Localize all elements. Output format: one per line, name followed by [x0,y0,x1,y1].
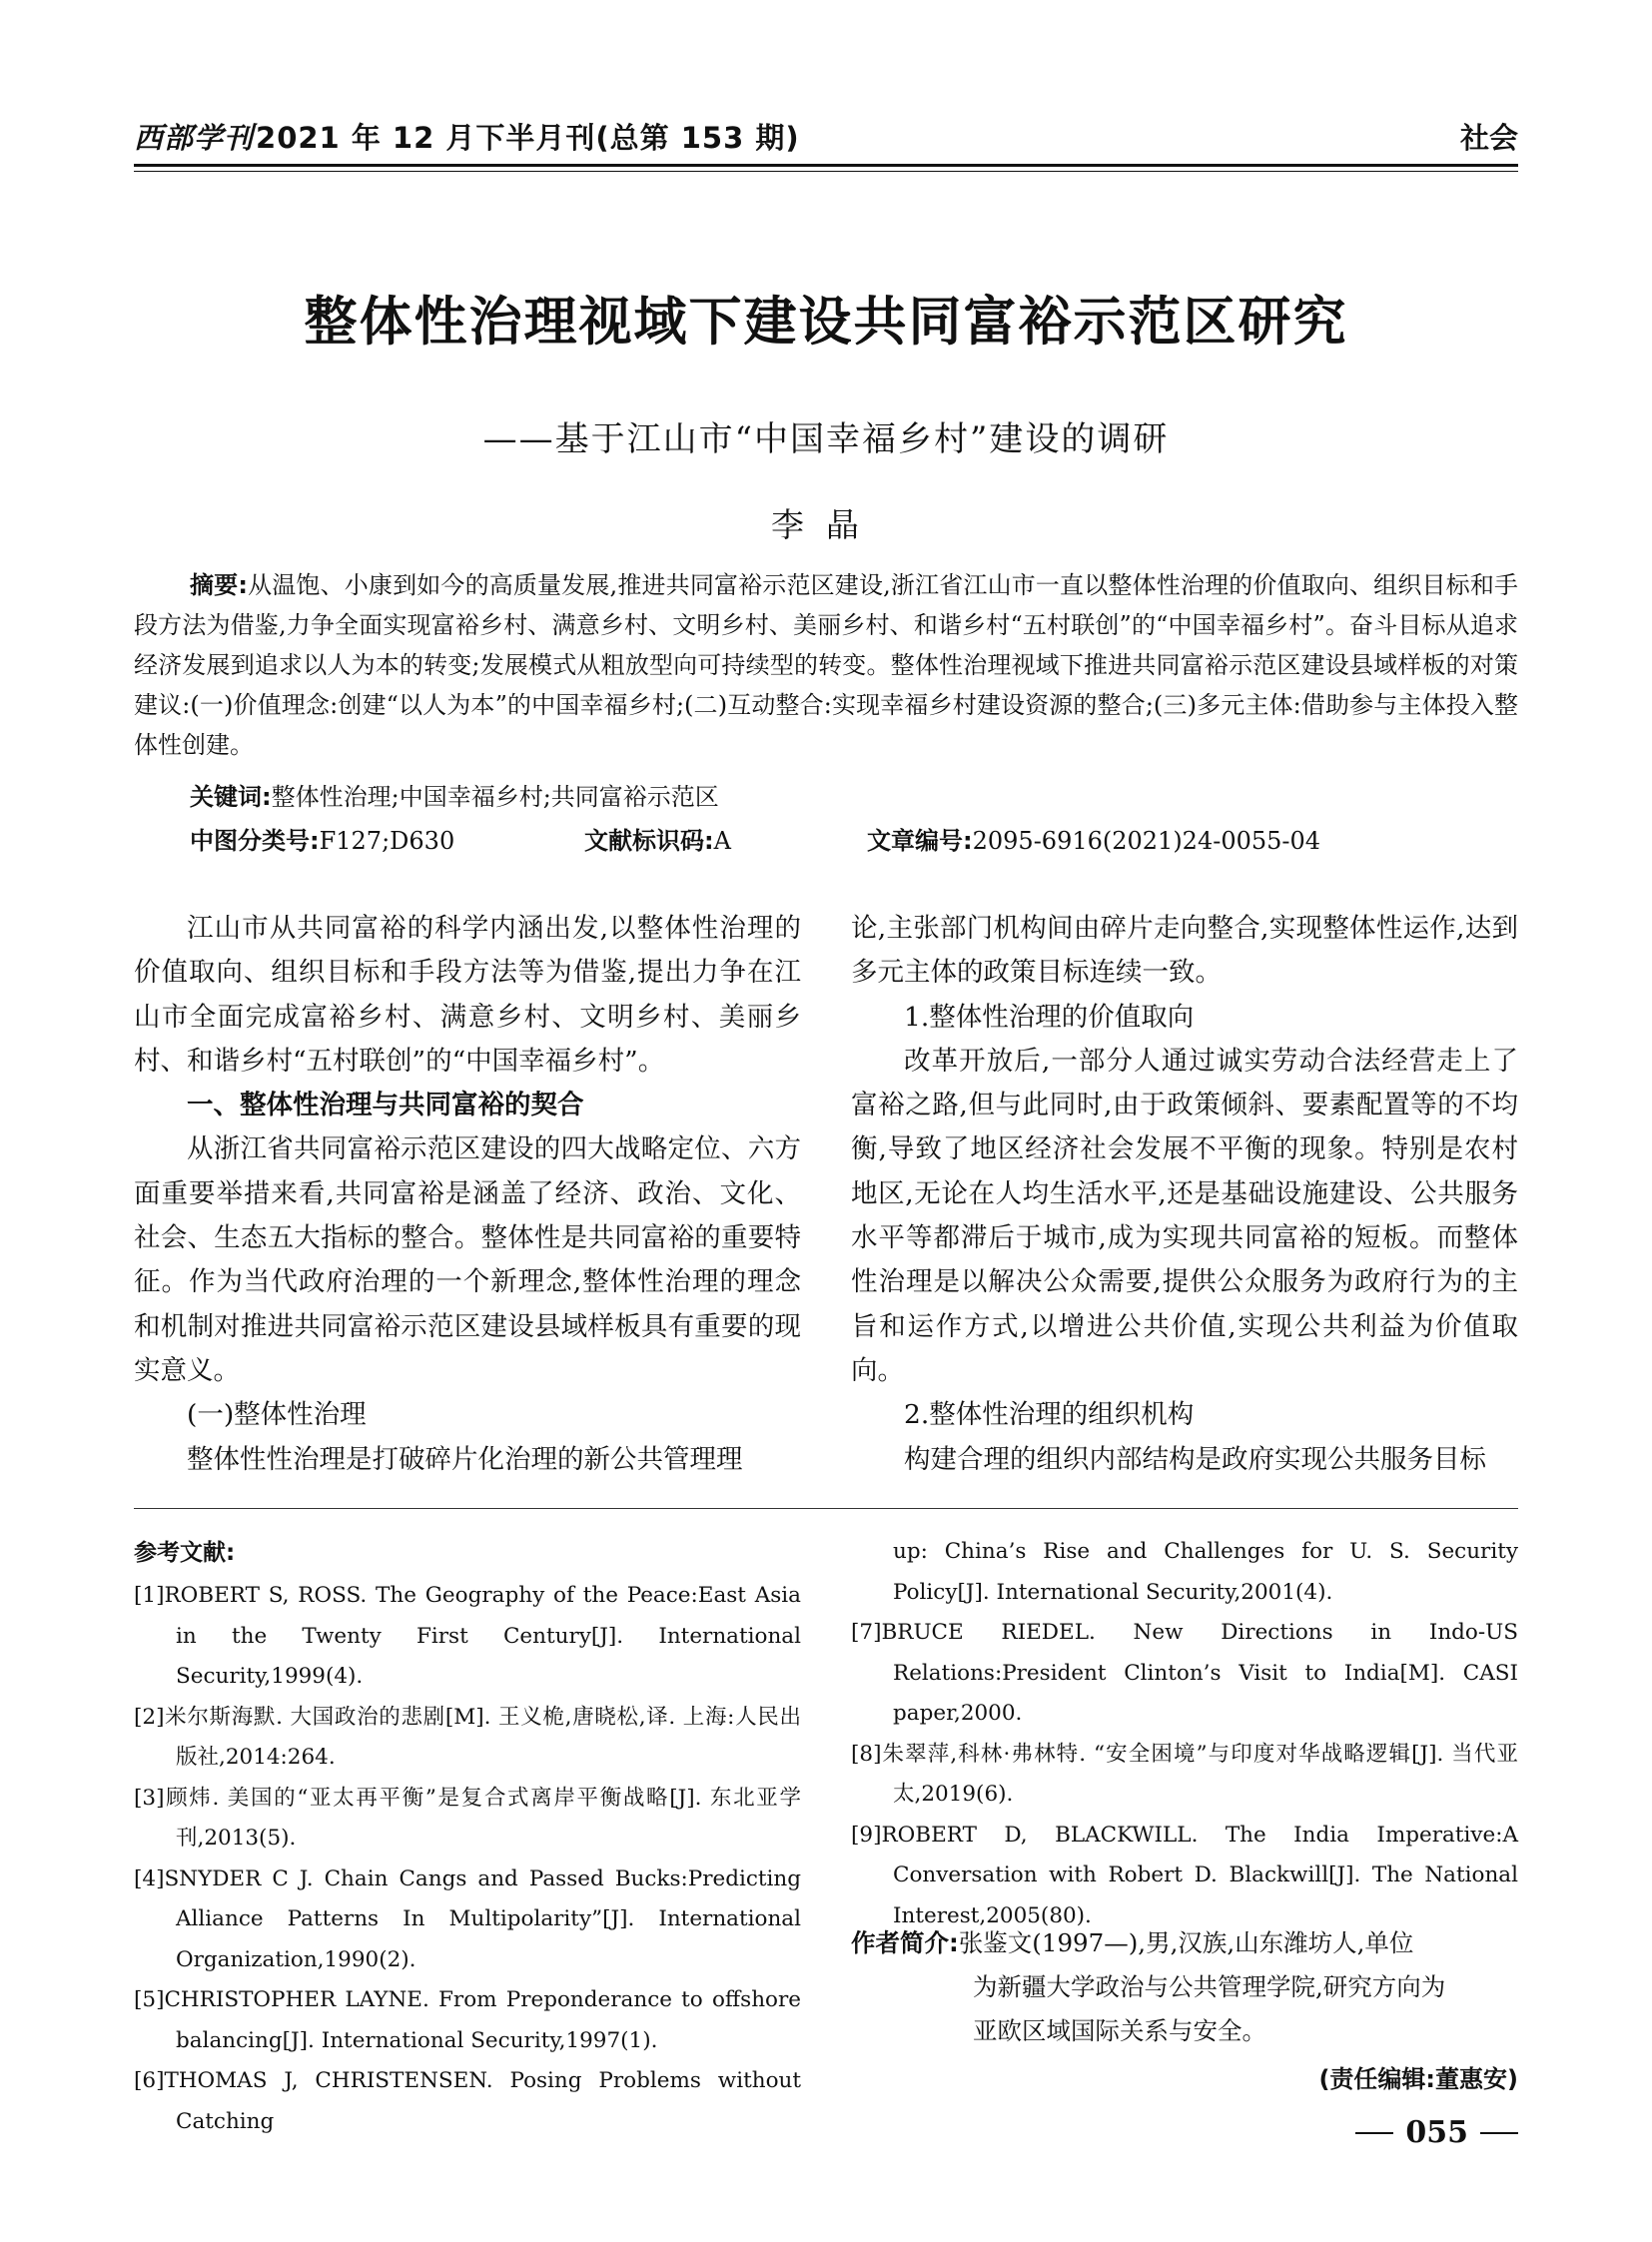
bio-line: 张鉴文(1997—),男,汉族,山东潍坊人,单位 [958,1928,1414,1957]
body-paragraph: 整体性性治理是打破碎片化治理的新公共管理理 [187,1443,743,1475]
abstract [134,565,1518,765]
keywords [190,777,719,817]
body-paragraph: 论,主张部门机构间由碎片走向整合,实现整体性运作,达到多元主体的政策目标连续一致。 [851,913,1518,989]
abstract-text: 从温饱、小康到如今的高质量发展,推进共同富裕示范区建设,浙江省江山市一直以整体性治理的价值取向、组织目标和手段方法为借鉴,力争全面实现富裕乡村、满意乡村、文明乡村、美丽乡村、和谐乡村“五村联创”的“中国幸福乡村”。奋斗目标从追求经济发展到追求以人为本的转变;发展模式从粗放型向可持续型的转变。整体性治理视域下推进共同富裕示范区建设县域样板的对策建议:(一)价值理念:创建“以人为本”的中国幸福乡村;(二)互动整合:实现幸福乡村建设资源的整合;(三)多元主体:借助参与主体投入整体性创建。 [134,571,1518,759]
reference-item: [6]THOMAS J, CHRISTENSEN. Posing Problems without Catching [134,2068,801,2134]
article-subtitle: ——基于江山市“中国幸福乡村”建设的调研 [482,419,1170,459]
bio-label: 作者简介: [851,1928,959,1957]
reference-item: [9]ROBERT D, BLACKWILL. The India Imperative:A Conversation with Robert D. Blackwill[J]. The National Interest,2005(80). [851,1822,1518,1928]
keywords-text: 整体性治理;中国幸福乡村;共同富裕示范区 [271,783,719,811]
subsection-heading: (一)整体性治理 [187,1399,367,1431]
reference-item: [4]SNYDER C J. Chain Cangs and Passed Bucks:Predicting Alliance Patterns In Multipolarity”[J]. International Organization,1990(2). [134,1866,801,1972]
references-label: 参考文献: [134,1540,236,1566]
clc-number [190,821,454,861]
body-paragraph: 江山市从共同富裕的科学内涵出发,以整体性治理的价值取向、组织目标和手段方法等为借鉴,提出力争在江山市全面完成富裕乡村、满意乡村、文明乡村、美丽乡村、和谐乡村“五村联创”的“中国幸福乡村”。 [134,913,801,1077]
body-column-left [134,907,801,1482]
bio-line: 亚欧区域国际关系与安全。 [973,2016,1266,2045]
section-label: 社会 [1459,121,1518,155]
document-code [584,821,731,861]
keywords-label: 关键词: [190,783,272,811]
header-rule-thick [134,164,1518,167]
body-column-right [851,907,1518,1482]
section-heading: 一、整体性治理与共同富裕的契合 [187,1090,584,1121]
article-no-value: 2095-6916(2021)24-0055-04 [972,827,1321,855]
journal-logo: 西部学刊 [134,121,255,155]
bio-line: 为新疆大学政治与公共管理学院,研究方向为 [973,1972,1446,2001]
subsection-heading: 1.整体性治理的价值取向 [904,1001,1195,1033]
doc-code-label: 文献标识码: [584,827,714,855]
reference-continuation: up: China’s Rise and Challenges for U. S. Security Policy[J]. International Security,2001(4). [893,1539,1518,1605]
references-right [851,1532,1518,1936]
page-number-value: 055 [1405,2115,1468,2150]
article-title: 整体性治理视域下建设共同富裕示范区研究 [304,291,1348,353]
responsible-editor: (责任编辑:董惠安) [1318,2065,1518,2093]
reference-item: [8]朱翠萍,科林·弗林特. “安全困境”与印度对华战略逻辑[J]. 当代亚太,2019(6). [851,1741,1518,1807]
reference-item: [3]顾炜. 美国的“亚太再平衡”是复合式离岸平衡战略[J]. 东北亚学刊,2013(5). [134,1785,801,1851]
article-number [867,821,1320,861]
reference-item: [7]BRUCE RIEDEL. New Directions in Indo-US Relations:President Clinton’s Visit to India[M]. CASI paper,2000. [851,1620,1518,1726]
reference-item: [5]CHRISTOPHER LAYNE. From Preponderance to offshore balancing[J]. International Security,1997(1). [134,1987,801,2053]
page-number [1355,2115,1518,2150]
references-divider [134,1508,1518,1509]
body-paragraph: 从浙江省共同富裕示范区建设的四大战略定位、六方面重要举措来看,共同富裕是涵盖了经济、政治、文化、社会、生态五大指标的整合。整体性是共同富裕的重要特征。作为当代政府治理的一个新理念,整体性治理的理念和机制对推进共同富裕示范区建设县域样板具有重要的现实意义。 [134,1133,801,1386]
author-bio [851,1921,1518,2053]
clc-value: F127;D630 [319,827,455,855]
abstract-label: 摘要: [190,571,248,599]
page-number-dash-left [1355,2132,1393,2134]
issue-label: 2021 年 12 月下半月刊(总第 153 期) [256,121,800,155]
running-header-issue [134,116,800,157]
reference-item: [2]米尔斯海默. 大国政治的悲剧[M]. 王义桅,唐晓松,译. 上海:人民出版社,2014:264. [134,1704,801,1770]
doc-code-value: A [713,827,731,855]
page-number-dash-right [1480,2132,1518,2134]
references-left [134,1536,801,2142]
reference-item: [1]ROBERT S, ROSS. The Geography of the Peace:East Asia in the Twenty First Century[J]. International Security,1999(4). [134,1583,801,1689]
body-paragraph: 构建合理的组织内部结构是政府实现公共服务目标 [904,1443,1486,1475]
subsection-heading: 2.整体性治理的组织机构 [904,1399,1195,1431]
article-author: 李晶 [771,505,881,544]
header-rule-thin [134,171,1518,172]
article-no-label: 文章编号: [867,827,973,855]
body-paragraph: 改革开放后,一部分人通过诚实劳动合法经营走上了富裕之路,但与此同时,由于政策倾斜、要素配置等的不均衡,导致了地区经济社会发展不平衡的现象。特别是农村地区,无论在人均生活水平,还是基础设施建设、公共服务水平等都滞后于城市,成为实现共同富裕的短板。而整体性治理是以解决公众需要,提供公众服务为政府行为的主旨和运作方式,以增进公共价值,实现公共利益为价值取向。 [851,1045,1518,1386]
clc-label: 中图分类号: [190,827,320,855]
